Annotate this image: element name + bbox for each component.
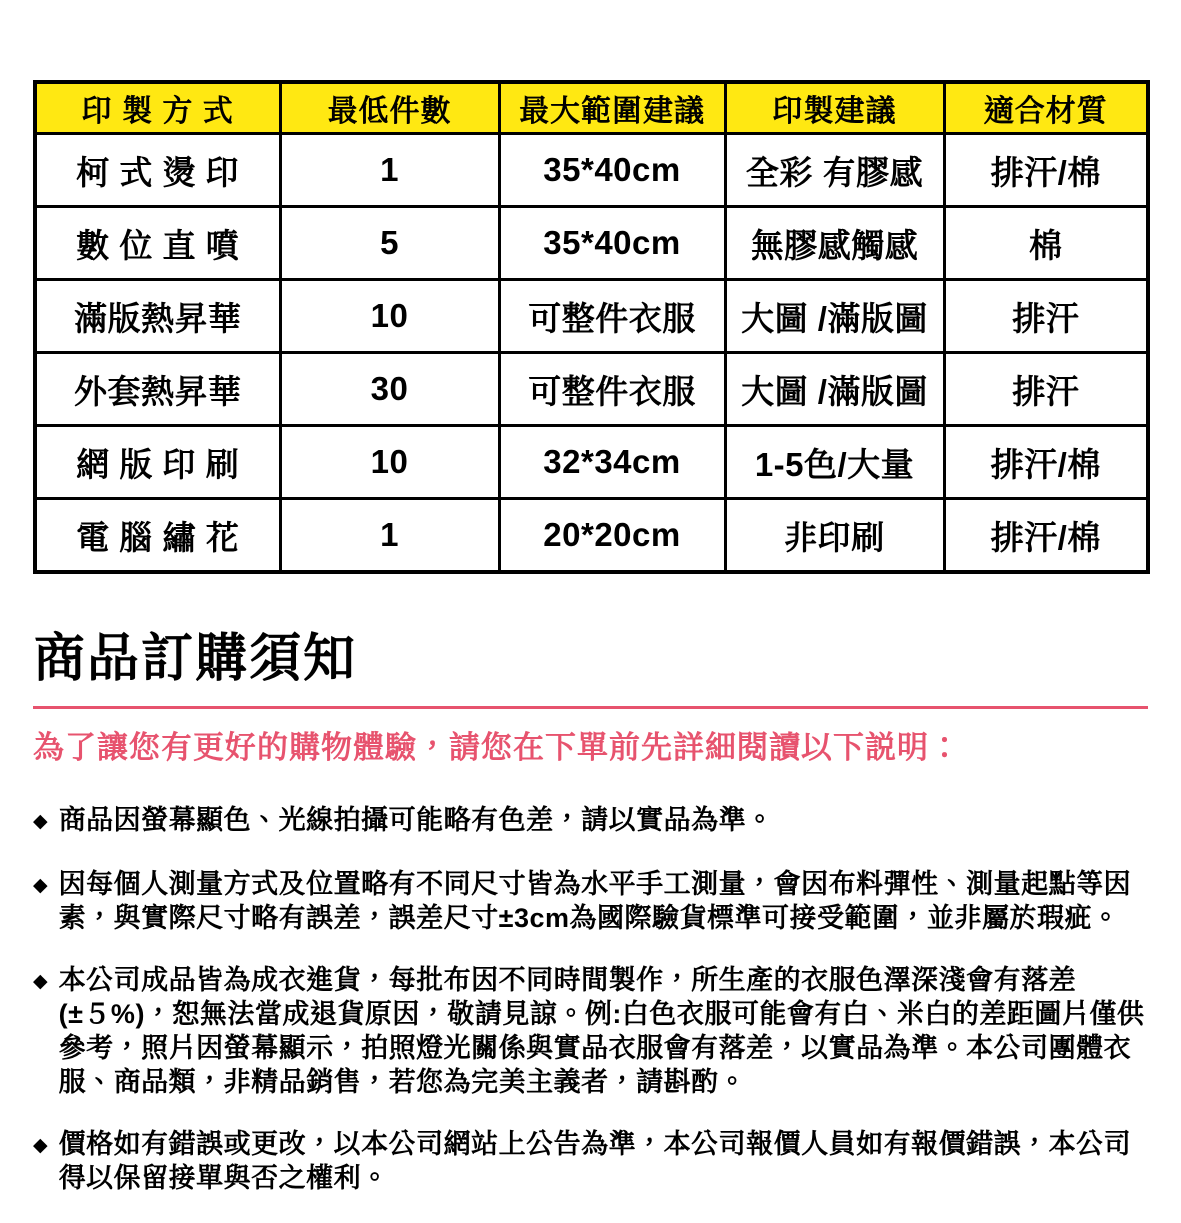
table-cell: 排汗 xyxy=(944,280,1148,353)
table-row xyxy=(35,134,1148,207)
diamond-bullet-icon: ◆ xyxy=(33,970,48,992)
notice-item xyxy=(33,963,1151,1099)
column-header: 適合材質 xyxy=(944,82,1148,134)
diamond-bullet-icon: ◆ xyxy=(33,1134,48,1156)
table-cell: 35*40cm xyxy=(499,134,725,207)
notice-subtitle: 為了讓您有更好的購物體驗，請您在下單前先詳細閱讀以下説明： xyxy=(33,729,961,765)
printing-methods-table-section xyxy=(33,80,1146,574)
printing-methods-table xyxy=(33,80,1150,574)
table-cell: 10 xyxy=(280,426,499,499)
notice-item xyxy=(33,867,1151,935)
column-header: 最低件數 xyxy=(280,82,499,134)
table-row xyxy=(35,280,1148,353)
column-header: 印 製 方 式 xyxy=(35,82,280,134)
table-row xyxy=(35,207,1148,280)
diamond-bullet-icon: ◆ xyxy=(33,810,48,832)
column-header: 最大範圍建議 xyxy=(499,82,725,134)
table-cell: 35*40cm xyxy=(499,207,725,280)
table-cell: 柯 式 燙 印 xyxy=(35,134,280,207)
table-cell: 30 xyxy=(280,353,499,426)
table-cell: 可整件衣服 xyxy=(499,353,725,426)
table-cell: 32*34cm xyxy=(499,426,725,499)
table-cell: 排汗/棉 xyxy=(944,426,1148,499)
table-cell: 全彩 有膠感 xyxy=(725,134,944,207)
diamond-bullet-icon: ◆ xyxy=(33,874,48,896)
table-cell: 1 xyxy=(280,499,499,573)
table-cell: 大圖 /滿版圖 xyxy=(725,280,944,353)
notice-list xyxy=(33,803,1151,1195)
table-cell: 1-5色/大量 xyxy=(725,426,944,499)
table-cell: 網 版 印 刷 xyxy=(35,426,280,499)
notice-item xyxy=(33,803,1151,839)
table-row xyxy=(35,499,1148,573)
table-cell: 20*20cm xyxy=(499,499,725,573)
notice-item-text: 價格如有錯誤或更改，以本公司網站上公告為準，本公司報價人員如有報價錯誤，本公司得以保留接單與否之權利。 xyxy=(58,1128,1132,1193)
table-cell: 5 xyxy=(280,207,499,280)
table-body xyxy=(35,134,1148,573)
order-notice-section xyxy=(33,630,1151,1223)
table-cell: 數 位 直 噴 xyxy=(35,207,280,280)
notice-item xyxy=(33,1127,1151,1195)
column-header: 印製建議 xyxy=(725,82,944,134)
table-row xyxy=(35,353,1148,426)
table-cell: 電 腦 繡 花 xyxy=(35,499,280,573)
table-cell: 排汗 xyxy=(944,353,1148,426)
notice-item-text: 商品因螢幕顯色、光線拍攝可能略有色差，請以實品為準。 xyxy=(58,804,774,835)
table-cell: 非印刷 xyxy=(725,499,944,573)
table-cell: 10 xyxy=(280,280,499,353)
notice-divider xyxy=(33,706,1148,709)
table-cell: 排汗/棉 xyxy=(944,134,1148,207)
table-cell: 大圖 /滿版圖 xyxy=(725,353,944,426)
table-cell: 排汗/棉 xyxy=(944,499,1148,573)
table-cell: 1 xyxy=(280,134,499,207)
table-cell: 滿版熱昇華 xyxy=(35,280,280,353)
table-cell: 可整件衣服 xyxy=(499,280,725,353)
table-cell: 無膠感觸感 xyxy=(725,207,944,280)
table-cell: 棉 xyxy=(944,207,1148,280)
table-header-row xyxy=(35,82,1148,134)
table-row xyxy=(35,426,1148,499)
notice-title: 商品訂購須知 xyxy=(33,630,358,688)
notice-item-text: 因每個人測量方式及位置略有不同尺寸皆為水平手工測量，會因布料彈性、測量起點等因素，與實際尺寸略有誤差，誤差尺寸±3cm為國際驗貨標準可接受範圍，並非屬於瑕疵。 xyxy=(58,868,1132,933)
table-cell: 外套熱昇華 xyxy=(35,353,280,426)
notice-item-text: 本公司成品皆為成衣進貨，每批布因不同時間製作，所生產的衣服色澤深淺會有落差(±５%)，恕無法當成退貨原因，敬請見諒。例:白色衣服可能會有白、米白的差距圖片僅供參考，照片因螢幕顯示，拍照燈光關係與實品衣服會有落差，以實品為準。本公司團體衣服、商品類，非精品銷售，若您為完美主義者，請斟酌。 xyxy=(58,964,1145,1097)
